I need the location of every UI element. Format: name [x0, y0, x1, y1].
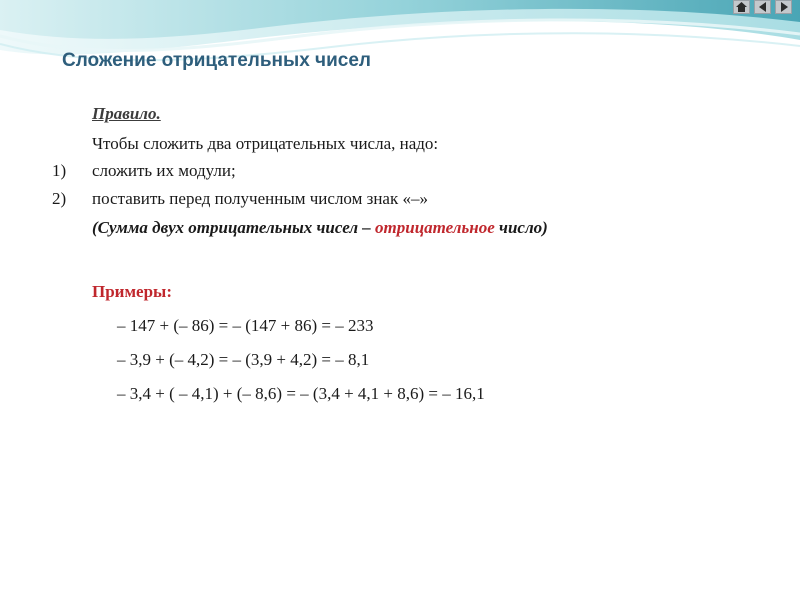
- step-text: сложить их модули;: [92, 161, 236, 180]
- step-number: 2): [52, 189, 67, 208]
- example-line: – 3,9 + (– 4,2) = – (3,9 + 4,2) = – 8,1: [117, 350, 370, 369]
- prev-slide-button[interactable]: [754, 0, 771, 14]
- summary-part: (Сумма двух отрицательных чисел –: [92, 218, 376, 237]
- prev-icon: [758, 2, 768, 12]
- summary-accent-word: отрицательное: [375, 218, 495, 237]
- home-icon: [736, 2, 747, 12]
- next-icon: [779, 2, 789, 12]
- rule-label: Правило.: [92, 104, 161, 123]
- slide-title: Сложение отрицательных чисел: [62, 50, 371, 71]
- next-slide-button[interactable]: [775, 0, 792, 14]
- step-number: 1): [52, 161, 67, 180]
- summary-note: [92, 218, 548, 238]
- slide-navigation: [733, 0, 792, 14]
- summary-part: число): [494, 218, 548, 237]
- home-button[interactable]: [733, 0, 750, 14]
- examples-heading: Примеры:: [92, 282, 172, 301]
- example-line: – 147 + (– 86) = – (147 + 86) = – 233: [117, 316, 374, 335]
- rule-intro: Чтобы сложить два отрицательных числа, надо:: [92, 134, 439, 153]
- example-line: – 3,4 + ( – 4,1) + (– 8,6) = – (3,4 + 4,1 + 8,6) = – 16,1: [117, 384, 485, 403]
- step-text: поставить перед полученным числом знак «–»: [92, 189, 428, 208]
